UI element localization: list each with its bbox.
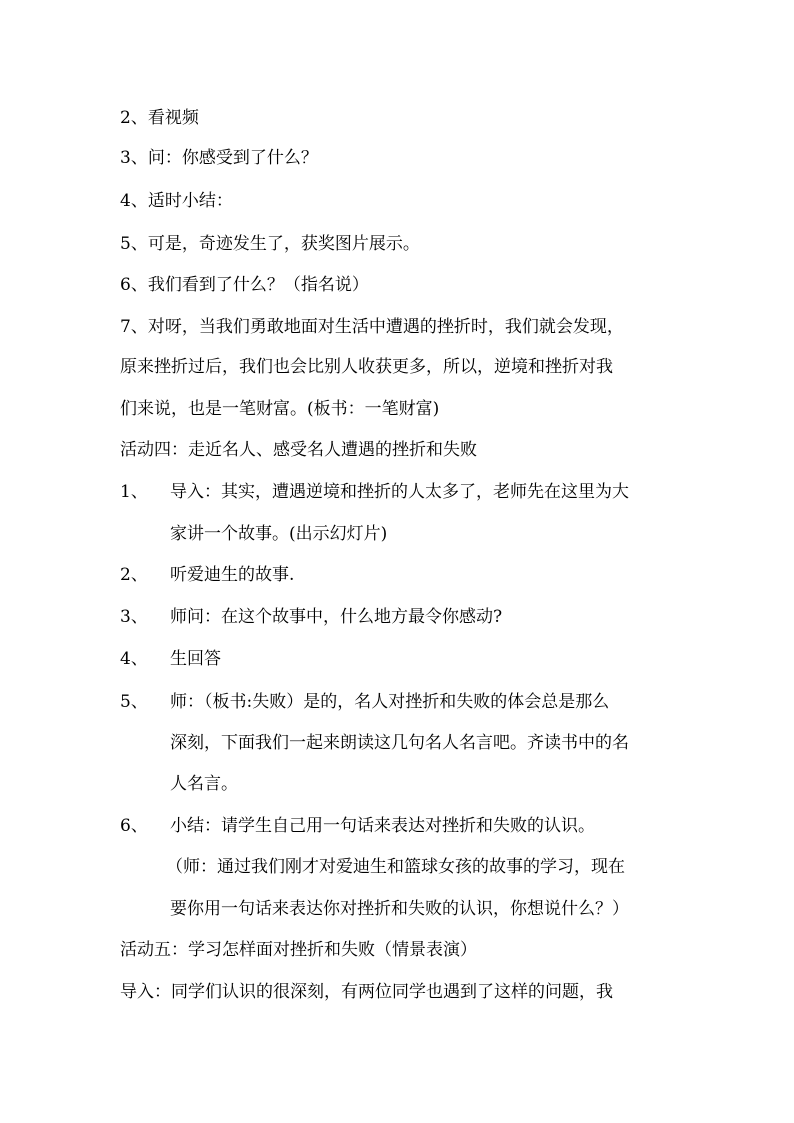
- list-item-6-text-cont-2: 要你用一句话来表达你对挫折和失败的认识，你想说什么？）: [170, 899, 629, 919]
- list-item-3-text: 师问：在这个故事中，什么地方最令你感动?: [170, 607, 503, 627]
- line-3: 3、问：你感受到了什么？: [120, 148, 318, 168]
- list-item-5-text-cont-1: 深刻，下面我们一起来朗读这几句名人名言吧。齐读书中的名: [170, 733, 629, 753]
- line-7: 7、对呀，当我们勇敢地面对生活中遭遇的挫折时，我们就会发现，: [120, 317, 624, 337]
- list-item-3-num: 3、: [120, 607, 148, 627]
- list-item-6-text: 小结：请学生自己用一句话来表达对挫折和失败的认识。: [170, 816, 595, 836]
- list-item-4-num: 4、: [120, 649, 148, 669]
- line-7-cont-1: 原来挫折过后，我们也会比别人收获更多，所以，逆境和挫折对我: [120, 357, 613, 377]
- line-5: 5、可是，奇迹发生了，获奖图片展示。: [120, 234, 420, 254]
- list-item-1-text-cont: 家讲一个故事。(出示幻灯片): [170, 524, 388, 544]
- list-item-6-text-cont-1: （师：通过我们刚才对爱迪生和篮球女孩的故事的学习，现在: [166, 857, 625, 877]
- activity-5-heading: 活动五：学习怎样面对挫折和失败（情景表演）: [120, 940, 477, 960]
- list-item-5-text-cont-2: 人名言。: [170, 774, 238, 794]
- line-6: 6、我们看到了什么？（指名说）: [120, 275, 369, 295]
- list-item-2-num: 2、: [120, 565, 148, 585]
- list-item-4-text: 生回答: [170, 649, 221, 669]
- list-item-5-num: 5、: [120, 692, 148, 712]
- list-item-2-text: 听爱迪生的故事.: [170, 565, 295, 585]
- list-item-1-num: 1、: [120, 482, 148, 502]
- line-4: 4、适时小结：: [120, 191, 233, 211]
- list-item-5-text: 师：（板书:失败）是的，名人对挫折和失败的体会总是那么: [170, 692, 610, 712]
- list-item-6-num: 6、: [120, 816, 148, 836]
- line-2: 2、看视频: [120, 108, 199, 128]
- activity-4-heading: 活动四：走近名人、感受名人遭遇的挫折和失败: [120, 440, 477, 460]
- line-7-cont-2: 们来说，也是一笔财富。(板书：一笔财富): [120, 399, 440, 419]
- list-item-1-text: 导入：其实，遭遇逆境和挫折的人太多了，老师先在这里为大: [170, 482, 629, 502]
- intro-line: 导入：同学们认识的很深刻，有两位同学也遇到了这样的问题，我: [120, 982, 613, 1002]
